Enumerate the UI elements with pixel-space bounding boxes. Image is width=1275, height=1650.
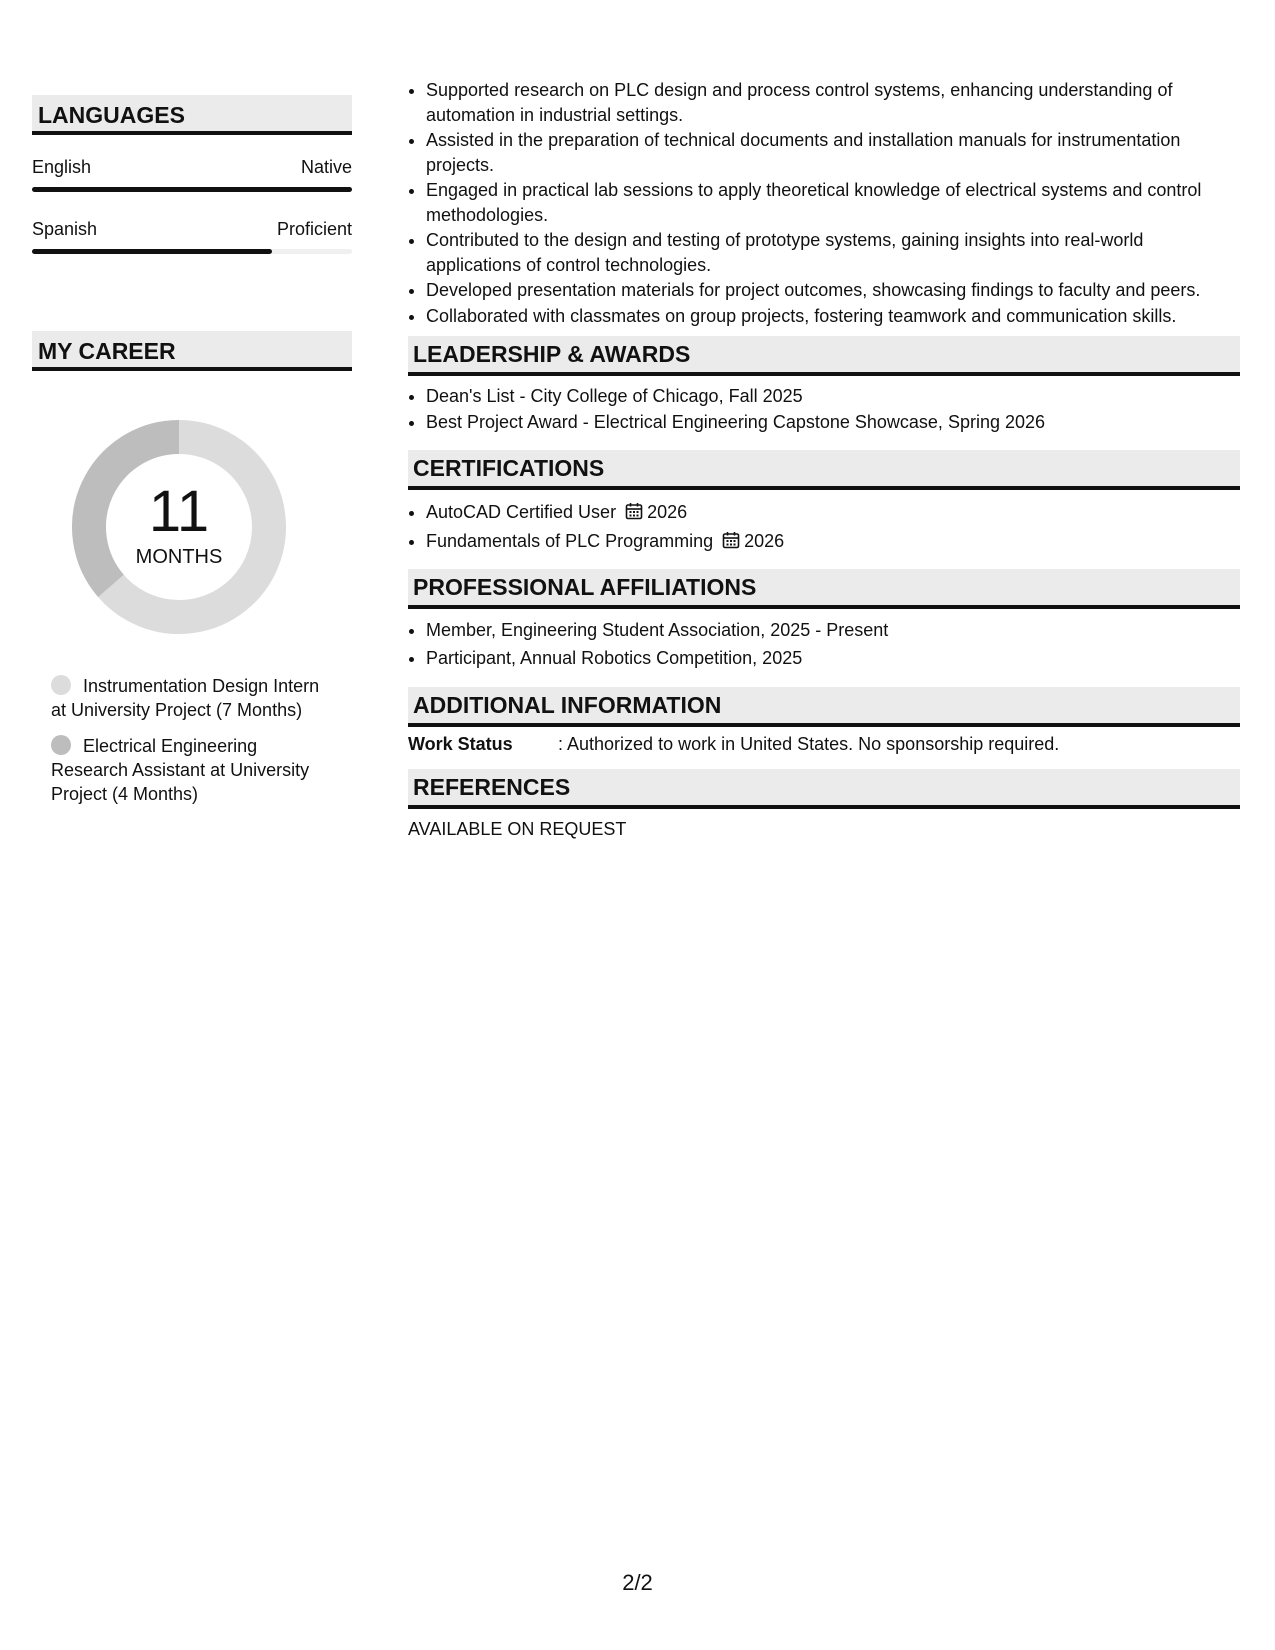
language-bar-fill: [32, 249, 272, 254]
language-name: English: [32, 157, 92, 177]
languages-heading: LANGUAGES: [32, 95, 352, 135]
certification-year: 2026: [744, 531, 785, 551]
certifications-list: [408, 498, 1240, 555]
career-total-unit: MONTHS: [135, 546, 223, 568]
language-level: Proficient: [276, 219, 352, 239]
left-column: [32, 95, 352, 818]
certifications-heading: CERTIFICATIONS: [408, 450, 1240, 490]
certification-year: 2026: [647, 502, 688, 522]
career-heading: MY CAREER: [32, 331, 352, 371]
certification-name: AutoCAD Certified User: [426, 502, 617, 522]
career-legend-label: Electrical Engineering Research Assistant at University Project (4 Months): [51, 736, 310, 804]
leadership-list: [408, 384, 1240, 434]
references-text: AVAILABLE ON REQUEST: [408, 819, 627, 839]
career-legend-item: [51, 674, 333, 722]
list-item: • Supported research on PLC design and process control systems, enhancing understanding of automation in industrial settings.: [426, 78, 1240, 127]
list-item: • Dean's List - City College of Chicago, Fall 2025: [426, 384, 1240, 409]
career-donut-chart: [66, 414, 292, 640]
references-heading: REFERENCES: [408, 769, 1240, 809]
page-number: 2/2: [622, 1570, 653, 1595]
list-item: • Contributed to the design and testing of prototype systems, gaining insights into real-world applications of control technologies.: [426, 228, 1240, 277]
work-status-row: [408, 734, 1240, 755]
list-item: • Member, Engineering Student Association, 2025 - Present: [426, 617, 1240, 644]
list-item: • Best Project Award - Electrical Engineering Capstone Showcase, Spring 2026: [426, 410, 1240, 435]
language-bar: [32, 187, 352, 192]
list-item: • Developed presentation materials for project outcomes, showcasing findings to faculty and peers.: [426, 278, 1240, 303]
language-level: Native: [300, 157, 352, 177]
career-legend-item: [51, 734, 333, 806]
list-item: • Assisted in the preparation of technical documents and installation manuals for instrumentation projects.: [426, 128, 1240, 177]
language-name: Spanish: [32, 219, 98, 239]
language-item: [32, 157, 352, 192]
calendar-icon: [722, 531, 740, 549]
language-bar: [32, 249, 352, 254]
certification-item: [426, 498, 1240, 526]
language-item: [32, 219, 352, 254]
affiliations-list: [408, 617, 1240, 672]
certification-name: Fundamentals of PLC Programming: [426, 531, 714, 551]
affiliations-heading: PROFESSIONAL AFFILIATIONS: [408, 569, 1240, 609]
work-status-label: Work Status: [408, 734, 513, 754]
career-legend: [32, 674, 352, 806]
language-bar-fill: [32, 187, 352, 192]
list-item: • Collaborated with classmates on group projects, fostering teamwork and communication skills.: [426, 304, 1240, 329]
additional-info-heading: ADDITIONAL INFORMATION: [408, 687, 1240, 727]
experience-bullets: [408, 78, 1240, 328]
work-status-value: : Authorized to work in United States. No sponsorship required.: [558, 734, 1060, 754]
legend-dot-icon: [51, 675, 71, 695]
list-item: • Engaged in practical lab sessions to apply theoretical knowledge of electrical systems and control methodologies.: [426, 178, 1240, 227]
list-item: • Participant, Annual Robotics Competition, 2025: [426, 645, 1240, 672]
legend-dot-icon: [51, 735, 71, 755]
calendar-icon: [625, 502, 643, 520]
leadership-heading: LEADERSHIP & AWARDS: [408, 336, 1240, 376]
career-legend-label: Instrumentation Design Intern at University Project (7 Months): [51, 676, 320, 720]
certification-item: [426, 527, 1240, 555]
right-column: [408, 78, 1240, 840]
career-total-number: 11: [148, 479, 210, 544]
